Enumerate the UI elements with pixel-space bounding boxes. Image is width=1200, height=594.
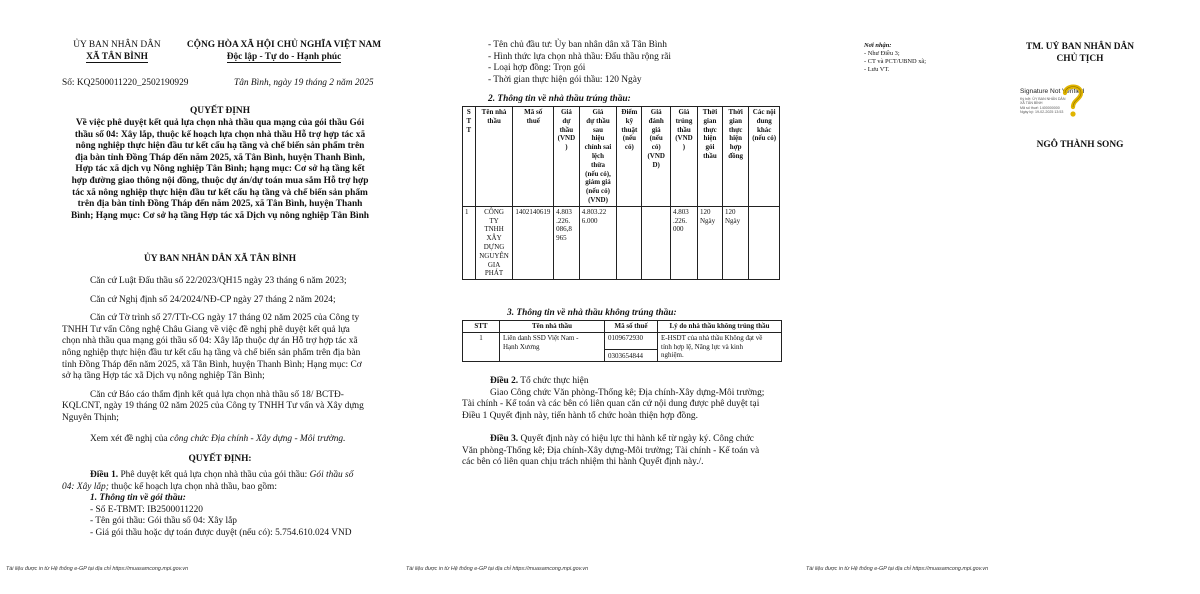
- winner-cell-text: 000: [672, 225, 684, 234]
- winner-header-text: khác: [756, 125, 772, 134]
- signer-name: NGÔ THÀNH SONG: [1036, 140, 1124, 150]
- winner-cell-text: NGUYÊN: [479, 251, 509, 260]
- winner-cell-text: .226.: [672, 216, 687, 225]
- authority-name: ỦY BAN NHÂN DÂN XÃ TÂN BÌNH: [143, 254, 297, 264]
- recipient-item: - CT và PCT/UBND xã;: [864, 58, 927, 65]
- winner-header-cell: [698, 107, 723, 207]
- article-3-label: Điều 3.: [490, 434, 519, 444]
- winner-cell: [698, 206, 723, 279]
- decide-heading: QUYẾT ĐỊNH:: [188, 454, 252, 464]
- national-header: [180, 40, 388, 63]
- winner-header-text: thực: [703, 125, 717, 134]
- issuer-header: [62, 40, 172, 63]
- article-1: [62, 470, 392, 540]
- loser-table-header: [463, 321, 782, 333]
- winner-cell-text: 4.803: [556, 207, 572, 216]
- winner-header-text: (VND: [557, 134, 576, 143]
- section-2-title: 2. Thông tin về nhà thầu trúng thầu:: [488, 94, 631, 104]
- article-1-text-b: thuộc kế hoạch lựa chọn nhà thầu, bao gồm:: [108, 481, 277, 492]
- winner-table: [462, 106, 780, 280]
- consideration-prefix: Xem xét đề nghị của: [90, 434, 170, 444]
- article-3-body: [462, 434, 792, 469]
- subject-line: Về việc phê duyệt kết quả lựa chọn nhà thầu qua mạng của gói thầu Gói: [75, 118, 365, 128]
- loser-name-line: Liên danh SSD Việt Nam -: [503, 333, 579, 342]
- basis-paragraph: [62, 390, 392, 425]
- winner-cell: [749, 206, 780, 279]
- winner-header-text: giá: [651, 125, 661, 134]
- basis-line: Căn cứ Nghị định số 24/2024/NĐ-CP ngày 27 tháng 2 năm 2024;: [90, 294, 336, 305]
- basis-line: Căn cứ Tờ trình số 27/TTr-CG ngày 17 tháng 02 năm 2025 của Công ty: [90, 313, 360, 324]
- consideration-italic: công chức Địa chính - Xây dựng - Môi trường.: [169, 434, 346, 444]
- package-info-item: - Loại hợp đồng: Trọn gói: [488, 63, 586, 74]
- article-3: [462, 434, 792, 469]
- winner-header-cell: [513, 107, 554, 207]
- loser-header-stt: STT: [463, 321, 500, 333]
- winner-header-text: (nếu: [622, 134, 636, 143]
- winner-header-text: (VND: [675, 134, 693, 143]
- winner-cell-text: 1: [465, 207, 469, 216]
- winner-cell-text: 120: [700, 207, 711, 216]
- article-2-line: Tài chính - Kế toán và các bên có liên quan căn cứ nội dung được phê duyệt tại: [462, 399, 760, 410]
- winner-header-text: hiện: [703, 134, 717, 143]
- loser-stt: 1: [463, 332, 500, 362]
- winner-cell-text: 965: [556, 234, 567, 243]
- winner-header-text: hiệu: [591, 134, 605, 143]
- signature-question-icon: [1060, 82, 1086, 120]
- signer-block: [996, 42, 1164, 65]
- signature-detail-line: XÃ TÂN BÌNH: [1020, 101, 1043, 106]
- basis-paragraph: [62, 295, 392, 307]
- winner-header-text: Thời: [728, 108, 743, 116]
- winner-header-text: Thời: [702, 108, 718, 116]
- winner-header-text: thầu: [677, 125, 691, 134]
- winner-header-cell: [722, 107, 748, 207]
- subject-line: thầu số 04: Xây lắp, thuộc kế hoạch lựa chọn nhà thầu Hỗ trợ hợp tác xã: [74, 129, 366, 140]
- page-3-footer: Tài liệu được in từ Hệ thống e-GP tại địa chỉ https://muasamcong.mpi.gov.vn: [806, 566, 989, 572]
- winner-cell: [513, 206, 554, 279]
- winner-header-text: (VND): [588, 195, 608, 204]
- winner-header-text: đồng: [728, 151, 744, 160]
- winner-cell: [670, 206, 697, 279]
- winner-cell-text: Ngày: [700, 216, 716, 225]
- winner-cell-text: 086,8: [556, 225, 572, 234]
- winner-header-text: T: [466, 116, 472, 125]
- section-1-item: - Giá gói thầu hoặc dự toán được duyệt (nếu có): 5.754.610.024 VND: [90, 527, 352, 538]
- loser-reason: [658, 332, 782, 362]
- article-1-italic-a: Gói thầu số: [309, 470, 354, 480]
- winner-cell-text: 4.803.22: [581, 207, 607, 216]
- winner-header-text: dung: [756, 116, 772, 125]
- loser-reason-line: nghiệm.: [661, 351, 684, 360]
- winner-header-text: gian: [729, 116, 743, 125]
- subject-line: địa bàn tỉnh Đồng Tháp đến năm 2025, xã Tân Bình, huyện Thanh Bình,: [75, 152, 365, 163]
- loser-name-line: Hạnh Xương: [503, 342, 540, 351]
- article-3-text: Quyết định này có hiệu lực thi hành kể từ ngày ký. Công chức: [518, 434, 754, 444]
- basis-paragraph: [62, 313, 392, 383]
- winner-header-cell: [475, 107, 513, 207]
- loser-tax-codes: [605, 332, 658, 362]
- winner-header-text: thực: [728, 125, 743, 134]
- section-3-title: 3. Thông tin về nhà thầu không trúng thầu:: [507, 308, 677, 318]
- winner-header-text: thầu: [487, 116, 501, 125]
- winner-cell-text: 6.000: [581, 216, 598, 225]
- winner-header-text: giảm giá: [585, 178, 611, 187]
- package-info-item: - Tên chủ đầu tư: Ủy ban nhân dân xã Tân Bình: [488, 40, 667, 50]
- section-1-title: 1. Thông tin về gói thầu:: [90, 493, 186, 504]
- article-2: [462, 376, 792, 422]
- winner-header-text: có): [651, 143, 661, 152]
- winner-header-text: lệch: [591, 151, 605, 160]
- winner-header-text: trúng: [675, 116, 693, 125]
- page-2-footer: Tài liệu được in từ Hệ thống e-GP tại địa chỉ https://muasamcong.mpi.gov.vn: [406, 566, 589, 572]
- decision-subject: [56, 118, 384, 222]
- winner-header-text: Mã số: [524, 108, 543, 116]
- winner-header-text: Tên nhà: [481, 108, 507, 116]
- winner-header-text: có): [624, 143, 634, 152]
- winner-cell: [617, 206, 642, 279]
- article-1-italic-b: 04: Xây lắp;: [62, 481, 109, 492]
- winner-header-text: (nếu có),: [585, 169, 611, 178]
- winner-cell-text: .226.: [556, 216, 571, 225]
- winner-header-text: thầu: [559, 125, 574, 134]
- winner-header-text: ): [565, 143, 568, 152]
- basis-line: Căn cứ Luật Đấu thầu số 22/2023/QH15 ngày 23 tháng 6 năm 2023;: [90, 276, 347, 286]
- recipients-block: [864, 42, 994, 74]
- winner-header-cell: [670, 107, 697, 207]
- article-1-text-a: Phê duyệt kết quả lựa chọn nhà thầu của gói thầu:: [118, 470, 310, 480]
- winner-cell-text: XÂY: [486, 234, 502, 243]
- winner-header-text: ): [682, 143, 686, 152]
- winner-header-cell: [579, 107, 617, 207]
- winner-header-text: (VND: [647, 151, 665, 160]
- winner-header-text: thuật: [621, 125, 638, 134]
- winner-header-cell: [554, 107, 580, 207]
- basis-line: TNHH Tư vấn Công nghệ Châu Giang về việc đề nghị phê duyệt kết quả lựa: [62, 324, 350, 335]
- winner-header-text: (nếu: [649, 134, 663, 143]
- basis-line: Nguyên Thịnh;: [62, 412, 119, 423]
- winner-cell-text: TY: [489, 216, 499, 225]
- page-2: [400, 0, 800, 594]
- winner-header-text: T: [466, 125, 472, 134]
- article-3-line: [462, 434, 792, 446]
- table-row: [463, 332, 782, 362]
- package-info-item: - Hình thức lựa chọn nhà thầu: Đấu thầu rộng rãi: [488, 51, 672, 62]
- signer-title-2: CHỦ TỊCH: [1056, 53, 1104, 64]
- winner-cell-text: 4.803: [672, 207, 689, 216]
- winner-cell: [463, 206, 476, 279]
- section-1-item: - Tên gói thầu: Gói thầu số 04: Xây lắp: [90, 516, 237, 527]
- winner-header-text: thầu: [703, 151, 717, 160]
- consideration-line: [90, 434, 345, 446]
- winner-cell: [554, 206, 580, 279]
- loser-tax-code: 0303654844: [605, 349, 657, 361]
- article-2-label: Điều 2.: [490, 376, 519, 386]
- package-info-items: [488, 40, 788, 86]
- winner-header-text: (nếu có): [586, 187, 610, 196]
- basis-paragraph: [62, 276, 392, 288]
- subject-line: hợp đường giao thông nội đồng, thuộc dự án/dự toán mua sắm Hỗ trợ hợp: [71, 175, 369, 186]
- recipients-list: [864, 50, 994, 74]
- document-date: Tân Bình, ngày 19 tháng 2 năm 2025: [234, 78, 374, 88]
- winner-header-text: gói: [705, 143, 715, 152]
- winner-cell: [579, 206, 617, 279]
- winner-header-text: đánh: [648, 116, 664, 125]
- loser-header-reason: Lý do nhà thầu không trúng thầu: [658, 321, 782, 333]
- basis-line: KQLCNT, ngày 19 tháng 02 năm 2025 của Công ty TNHH Tư vấn và Xây dựng: [62, 401, 364, 412]
- winner-header-cell: [463, 107, 476, 207]
- winner-header-text: Điểm: [621, 108, 638, 116]
- recipient-item: - Như Điều 3;: [864, 50, 900, 57]
- article-2-body: [462, 388, 792, 423]
- signature-status: Signature Not Verified: [1020, 88, 1085, 95]
- issuer-line2: XÃ TÂN BÌNH: [86, 51, 148, 62]
- article-3-line: Văn phòng-Thống kê; Địa chính-Xây dựng-Môi trường; Tài chính - Kế toán và: [462, 445, 760, 456]
- winner-header-text: dự: [562, 116, 571, 125]
- table-row: [463, 206, 780, 279]
- winner-cell: [722, 206, 748, 279]
- recipient-item: - Lưu VT.: [864, 66, 890, 73]
- winner-header-text: dự thầu sau: [586, 116, 610, 134]
- winner-header-text: thừa: [591, 160, 605, 169]
- loser-header-name: Tên nhà thầu: [500, 321, 605, 333]
- legal-basis: [62, 276, 392, 432]
- subject-line: tác xã nông nghiệp thực hiện đầu tư kết cấu hạ tầng và chế biến sản phẩm: [72, 187, 368, 198]
- basis-line: sở hạ tầng Hợp tác xã Dịch vụ nông nghiệp Tân Bình;: [62, 371, 265, 382]
- signature-detail-line: Mã số thuế: 1400000000: [1020, 105, 1060, 110]
- article-1-label: Điều 1.: [90, 470, 119, 480]
- winner-header-cell: [642, 107, 670, 207]
- winner-header-text: Giá: [560, 108, 572, 116]
- winner-header-text: S: [466, 108, 471, 116]
- winner-cell-text: CÔNG: [484, 207, 504, 216]
- signer-title-1: TM. UỶ BAN NHÂN DÂN: [1025, 42, 1135, 52]
- winner-header-cell: [617, 107, 642, 207]
- winner-cell-text: GIA: [487, 260, 501, 269]
- winner-header-text: Các nội: [752, 108, 776, 116]
- subject-line: nông nghiệp thực hiện đầu tư kết cấu hạ tầng và chế biến sản phẩm trên: [75, 141, 365, 152]
- subject-line: Bình; Hạng mục: Cơ sở hạ tầng Hợp tác xã Dịch vụ nông nghiệp Tân Bình: [70, 210, 370, 221]
- article-2-title: Tổ chức thực hiện: [518, 376, 589, 386]
- winner-cell-text: TNHH: [484, 225, 504, 234]
- basis-line: nông nghiệp thực hiện đầu tư kết cấu hạ tầng và chế biến sản phẩm trên địa bàn: [62, 347, 361, 358]
- package-info-item: - Thời gian thực hiện gói thầu: 120 Ngày: [488, 74, 642, 85]
- subject-line: Hợp tác xã dịch vụ Nông nghiệp Tân Bình; hạng mục: Cơ sở hạ tầng kết: [75, 164, 365, 175]
- winner-cell: [642, 206, 670, 279]
- winner-header-text: Giá: [678, 108, 690, 116]
- loser-reason-line: tính hợp lệ, Năng lực và kinh: [661, 342, 743, 351]
- signature-detail-line: Ngày ký: 19-02-2025 13:53: [1020, 110, 1064, 115]
- article-3-line: các bên có liên quan chịu trách nhiệm thi hành Quyết định này./.: [462, 457, 704, 468]
- winner-header-text: Giá: [650, 108, 662, 116]
- page-1-footer: Tài liệu được in từ Hệ thống e-GP tại địa chỉ https://muasamcong.mpi.gov.vn: [6, 566, 189, 572]
- winner-cell-text: DỰNG: [483, 242, 505, 251]
- winner-header-cell: [749, 107, 780, 207]
- winner-header-text: chỉnh sai: [584, 143, 612, 152]
- subject-line: trên địa bàn tỉnh Đồng Tháp đến năm 2025, xã Tân Bình, huyện Thanh: [77, 199, 363, 210]
- section-1-items: [62, 505, 392, 540]
- loser-reason-line: E-HSDT của nhà thầu Không đạt về: [661, 333, 763, 342]
- winner-header-text: (nếu có): [752, 134, 777, 143]
- national-line1: CỘNG HÒA XÃ HỘI CHỦ NGHĨA VIỆT NAM: [186, 40, 382, 50]
- loser-header-tax: Mã số thuế: [605, 321, 658, 333]
- winner-cell-text: 1402140619: [515, 207, 551, 216]
- winner-cell: [475, 206, 513, 279]
- winner-table-header: [463, 107, 780, 207]
- document-number: Số: KQ2500011220_2502190929: [62, 78, 189, 88]
- section-1-item: - Số E-TBMT: IB2500011220: [90, 504, 203, 515]
- winner-cell-text: 120: [724, 207, 736, 216]
- recipients-title: Nơi nhận:: [864, 42, 892, 49]
- national-line2: Độc lập - Tự do - Hạnh phúc: [226, 51, 342, 62]
- page-1: [0, 0, 400, 594]
- winner-header-text: D): [652, 160, 660, 169]
- basis-line: Căn cứ Báo cáo thẩm định kết quả lựa chọn nhà thầu số 18/ BCTĐ-: [90, 389, 344, 400]
- article-2-line: Giao Công chức Văn phòng-Thống kê; Địa chính-Xây dựng-Môi trường;: [490, 387, 765, 398]
- winner-header-text: Giá: [592, 108, 604, 116]
- loser-name: [500, 332, 605, 362]
- winner-header-text: hiện: [729, 134, 743, 143]
- winner-cell-text: Ngày: [724, 216, 741, 225]
- signature-detail-line: Ký bởi: ỦY BAN NHÂN DÂN: [1020, 97, 1066, 101]
- issuer-line1: ỦY BAN NHÂN DÂN: [73, 40, 161, 50]
- basis-line: tỉnh Đồng Tháp đến năm 2025, xã Tân Bình, huyện Thanh Bình; Hạng mục: Cơ: [62, 359, 362, 370]
- page-3: [800, 0, 1200, 594]
- winner-header-text: hợp: [729, 143, 742, 152]
- article-2-line: Điều 1 Quyết định này, tiến hành tổ chức hoàn thiện hợp đồng.: [462, 410, 698, 421]
- winner-header-text: gian: [703, 116, 717, 125]
- basis-line: chọn nhà thầu qua mạng gói thầu số 04: Xây lắp thuộc dự án Hỗ trợ hợp tác xã: [62, 336, 358, 347]
- decision-title: QUYẾT ĐỊNH: [190, 106, 250, 116]
- winner-cell-text: PHÁT: [484, 269, 504, 278]
- loser-table: [462, 320, 782, 362]
- winner-header-text: kỹ: [625, 116, 634, 125]
- winner-header-text: thuế: [526, 116, 540, 125]
- loser-tax-code: 0109672930: [608, 333, 643, 342]
